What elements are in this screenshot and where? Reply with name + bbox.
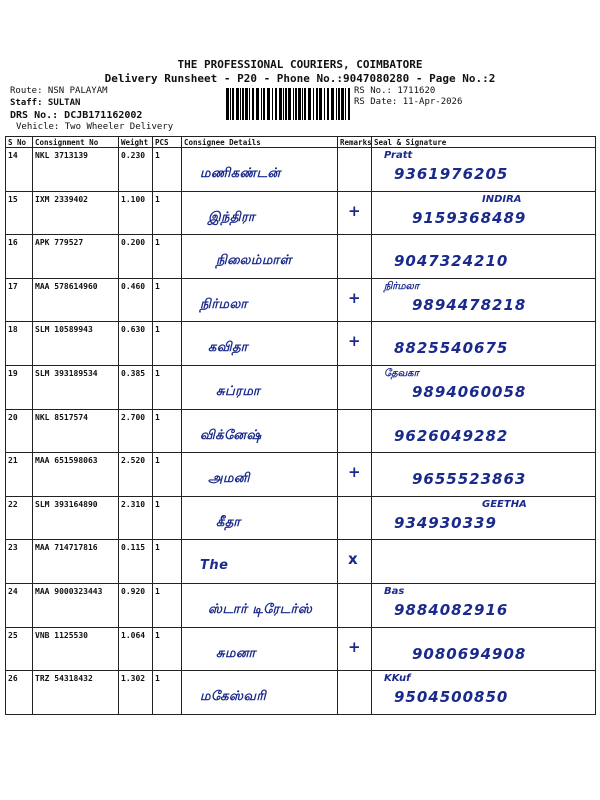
cell-sno: 25	[6, 627, 33, 671]
cell-pcs: 1	[153, 148, 182, 192]
handwritten-consignee-name: கவிதா	[208, 340, 248, 356]
cell-sno: 14	[6, 148, 33, 192]
cell-seal-signature	[372, 627, 596, 671]
remark-mark: +	[348, 332, 361, 351]
barcode-bar	[336, 88, 337, 120]
handwritten-signature: GEETHA	[482, 498, 527, 510]
cell-consignment: TRZ 54318432	[33, 671, 119, 715]
table-row	[6, 409, 596, 453]
runsheet-subtitle: Delivery Runsheet - P20 - Phone No.:9047080280 - Page No.:2	[104, 72, 496, 85]
route-label: Route: NSN PALAYAM	[10, 86, 108, 96]
barcode-bar	[263, 88, 265, 120]
handwritten-signature: நிர்மலா	[384, 280, 420, 292]
cell-weight: 0.385	[119, 365, 153, 409]
cell-sno: 17	[6, 278, 33, 322]
handwritten-phone: 9504500850	[394, 688, 509, 707]
cell-pcs: 1	[153, 235, 182, 279]
handwritten-signature: KKuf	[384, 673, 411, 685]
cell-pcs: 1	[153, 540, 182, 584]
cell-consignee	[182, 365, 338, 409]
cell-pcs: 1	[153, 453, 182, 497]
cell-seal-signature	[372, 322, 596, 366]
handwritten-signature: Bas	[384, 585, 405, 597]
table-row	[6, 191, 596, 235]
cell-consignment: MAA 9000323443	[33, 583, 119, 627]
cell-weight: 0.920	[119, 583, 153, 627]
cell-seal-signature	[372, 365, 596, 409]
table-row	[6, 322, 596, 366]
cell-consignee	[182, 627, 338, 671]
cell-consignee	[182, 235, 338, 279]
cell-consignee	[182, 671, 338, 715]
cell-pcs: 1	[153, 496, 182, 540]
cell-weight: 2.520	[119, 453, 153, 497]
cell-consignee	[182, 540, 338, 584]
cell-consignee	[182, 148, 338, 192]
barcode-bar	[261, 88, 262, 120]
cell-consignee	[182, 278, 338, 322]
staff-label: Staff: SULTAN	[10, 98, 81, 108]
table-row	[6, 365, 596, 409]
cell-remarks	[338, 322, 372, 366]
cell-weight: 2.700	[119, 409, 153, 453]
cell-remarks	[338, 583, 372, 627]
cell-seal-signature	[372, 671, 596, 715]
col-header-remarks: Remarks	[338, 137, 372, 148]
barcode-bar	[275, 88, 277, 120]
barcode-bar	[283, 88, 284, 120]
cell-weight: 0.200	[119, 235, 153, 279]
cell-seal-signature	[372, 278, 596, 322]
cell-sno: 20	[6, 409, 33, 453]
barcode-bar	[327, 88, 329, 120]
cell-sno: 26	[6, 671, 33, 715]
cell-seal-signature	[372, 583, 596, 627]
col-header-pcs: PCS	[153, 137, 182, 148]
remark-mark: +	[348, 463, 361, 482]
cell-sno: 19	[6, 365, 33, 409]
cell-sno: 23	[6, 540, 33, 584]
cell-sno: 24	[6, 583, 33, 627]
cell-weight: 1.100	[119, 191, 153, 235]
barcode-bar	[245, 88, 248, 120]
barcode-bar	[331, 88, 334, 120]
table-row	[6, 540, 596, 584]
cell-pcs: 1	[153, 671, 182, 715]
cell-remarks	[338, 235, 372, 279]
col-header-seal: Seal & Signature	[372, 137, 596, 148]
barcode-bar	[249, 88, 250, 120]
runsheet-table	[5, 136, 596, 715]
cell-weight: 0.115	[119, 540, 153, 584]
barcode-bar	[338, 88, 340, 120]
cell-seal-signature	[372, 148, 596, 192]
barcode-bar	[341, 88, 344, 120]
drs-label: DRS No.: DCJB171162002	[10, 110, 143, 121]
vehicle-label: Vehicle: Two Wheeler Delivery	[16, 122, 174, 132]
cell-seal-signature	[372, 409, 596, 453]
handwritten-phone: 9047324210	[394, 252, 509, 271]
rs-no-label: RS No.: 1711620	[354, 86, 436, 96]
barcode-bar	[324, 88, 325, 120]
cell-weight: 0.460	[119, 278, 153, 322]
handwritten-phone: 9894060058	[412, 382, 527, 401]
cell-remarks	[338, 148, 372, 192]
barcode-bar	[298, 88, 301, 120]
remark-mark: x	[348, 550, 358, 569]
barcode-bar	[345, 88, 346, 120]
cell-seal-signature	[372, 453, 596, 497]
col-header-consignee: Consignee Details	[182, 137, 338, 148]
handwritten-phone: 934930339	[394, 513, 497, 532]
handwritten-consignee-name: The	[200, 558, 229, 574]
cell-pcs: 1	[153, 365, 182, 409]
cell-weight: 0.630	[119, 322, 153, 366]
remark-mark: +	[348, 201, 361, 220]
cell-consignment: APK 779527	[33, 235, 119, 279]
barcode-bar	[242, 88, 244, 120]
cell-weight: 1.064	[119, 627, 153, 671]
cell-pcs: 1	[153, 278, 182, 322]
cell-consignment: MAA 578614960	[33, 278, 119, 322]
cell-remarks	[338, 496, 372, 540]
cell-consignment: SLM 10589943	[33, 322, 119, 366]
cell-remarks	[338, 278, 372, 322]
barcode-bar	[230, 88, 231, 120]
rs-date-label: RS Date: 11-Apr-2026	[354, 97, 463, 107]
handwritten-signature: Pratt	[384, 150, 413, 161]
cell-consignee	[182, 409, 338, 453]
cell-consignee	[182, 583, 338, 627]
col-header-weight: Weight	[119, 137, 153, 148]
barcode-bar	[302, 88, 303, 120]
barcode-bar	[252, 88, 254, 120]
cell-consignment: SLM 393164890	[33, 496, 119, 540]
handwritten-consignee-name: நிர்மலா	[200, 296, 248, 312]
table-row	[6, 671, 596, 715]
barcode-bar	[226, 88, 229, 120]
cell-consignment: MAA 651598063	[33, 453, 119, 497]
handwritten-phone: 9894478218	[412, 295, 527, 314]
barcode-bar	[313, 88, 314, 120]
barcode-bar	[285, 88, 287, 120]
cell-sno: 22	[6, 496, 33, 540]
barcode-bar	[279, 88, 282, 120]
handwritten-signature: தேவகா	[384, 367, 419, 379]
barcode-bar	[304, 88, 306, 120]
cell-remarks	[338, 191, 372, 235]
cell-remarks	[338, 627, 372, 671]
remark-mark: +	[348, 288, 361, 307]
handwritten-phone: 9884082916	[394, 600, 509, 619]
cell-pcs: 1	[153, 409, 182, 453]
barcode-bar	[348, 88, 350, 120]
barcode-bar	[293, 88, 294, 120]
barcode-bar	[288, 88, 291, 120]
col-header-consignment: Consignment No	[33, 137, 119, 148]
barcode-image	[226, 88, 350, 120]
table-header-row	[6, 137, 596, 148]
cell-remarks	[338, 409, 372, 453]
handwritten-consignee-name: மகேஸ்வரி	[200, 689, 267, 705]
cell-pcs: 1	[153, 627, 182, 671]
barcode-bar	[272, 88, 273, 120]
barcode-bar	[319, 88, 322, 120]
remark-mark: +	[348, 637, 361, 656]
barcode-bar	[232, 88, 234, 120]
cell-seal-signature	[372, 540, 596, 584]
handwritten-consignee-name: மணிகண்டன்	[200, 166, 281, 181]
cell-consignment: MAA 714717816	[33, 540, 119, 584]
cell-remarks	[338, 365, 372, 409]
cell-seal-signature	[372, 235, 596, 279]
table-row	[6, 148, 596, 192]
barcode-bar	[236, 88, 239, 120]
table-row	[6, 496, 596, 540]
cell-consignment: VNB 1125530	[33, 627, 119, 671]
handwritten-consignee-name: சுப்ரமா	[216, 383, 261, 399]
barcode-bar	[308, 88, 311, 120]
company-title: THE PROFESSIONAL COURIERS, COIMBATORE	[177, 58, 423, 71]
cell-seal-signature	[372, 191, 596, 235]
handwritten-signature: INDIRA	[482, 193, 522, 205]
handwritten-phone: 9361976205	[394, 165, 509, 183]
cell-remarks	[338, 671, 372, 715]
table-row	[6, 583, 596, 627]
handwritten-consignee-name: அமனி	[208, 471, 250, 487]
cell-sno: 15	[6, 191, 33, 235]
handwritten-phone: 9080694908	[412, 644, 527, 663]
cell-consignment: NKL 3713139	[33, 148, 119, 192]
handwritten-phone: 9626049282	[394, 426, 509, 445]
handwritten-consignee-name: விக்னேஷ்	[200, 427, 262, 443]
handwritten-phone: 9159368489	[412, 208, 527, 227]
cell-seal-signature	[372, 496, 596, 540]
barcode-bar	[267, 88, 270, 120]
cell-sno: 21	[6, 453, 33, 497]
handwritten-consignee-name: ஸ்டார் டிரேடர்ஸ்	[208, 601, 313, 617]
barcode-bar	[256, 88, 259, 120]
cell-pcs: 1	[153, 322, 182, 366]
handwritten-consignee-name: இந்திரா	[208, 209, 256, 225]
handwritten-phone: 8825540675	[394, 339, 509, 358]
handwritten-consignee-name: நிலைம்மாள்	[216, 253, 292, 269]
cell-consignment: SLM 393189534	[33, 365, 119, 409]
cell-weight: 0.230	[119, 148, 153, 192]
cell-consignee	[182, 191, 338, 235]
cell-pcs: 1	[153, 583, 182, 627]
table-row	[6, 453, 596, 497]
handwritten-consignee-name: சுமனா	[216, 645, 256, 661]
cell-pcs: 1	[153, 191, 182, 235]
cell-consignment: NKL 8517574	[33, 409, 119, 453]
cell-weight: 1.302	[119, 671, 153, 715]
cell-consignment: IXM 2339402	[33, 191, 119, 235]
cell-consignee	[182, 322, 338, 366]
col-header-sno: S No	[6, 137, 33, 148]
cell-weight: 2.310	[119, 496, 153, 540]
cell-remarks	[338, 540, 372, 584]
cell-remarks	[338, 453, 372, 497]
barcode-bar	[240, 88, 241, 120]
cell-sno: 16	[6, 235, 33, 279]
cell-sno: 18	[6, 322, 33, 366]
barcode-bar	[295, 88, 297, 120]
table-row	[6, 278, 596, 322]
cell-consignee	[182, 496, 338, 540]
handwritten-phone: 9655523863	[412, 470, 527, 489]
table-row	[6, 627, 596, 671]
cell-consignee	[182, 453, 338, 497]
handwritten-consignee-name: கீதா	[216, 514, 241, 530]
table-row	[6, 235, 596, 279]
barcode-bar	[316, 88, 318, 120]
